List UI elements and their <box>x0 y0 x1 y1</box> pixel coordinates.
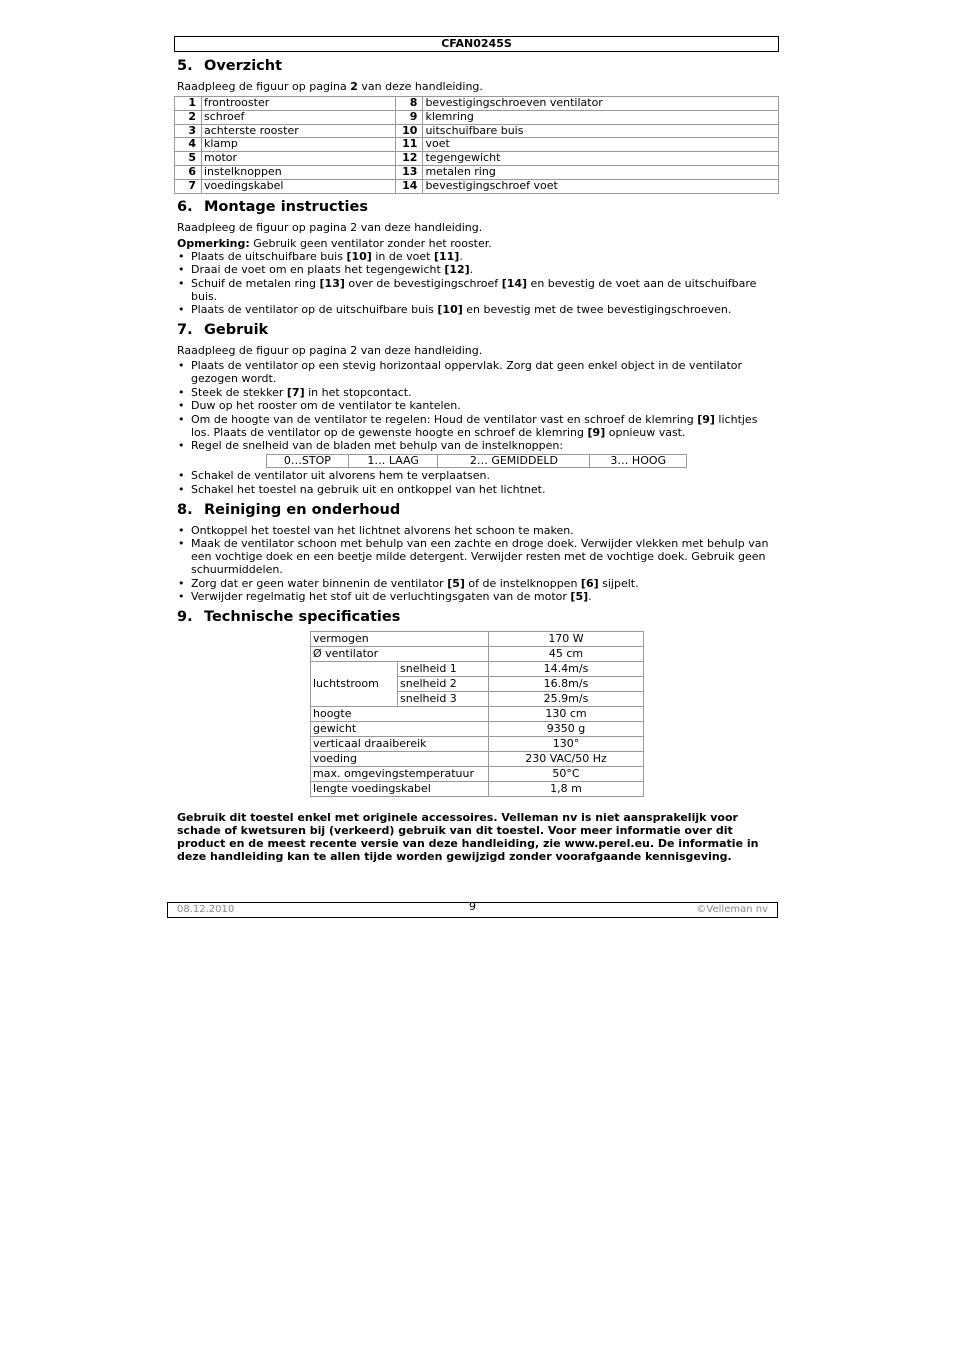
text: en bevestig de voet aan de uitschuifbare buis. <box>191 276 757 303</box>
text: opnieuw vast. <box>605 425 686 439</box>
table-row <box>311 722 644 737</box>
ref: [12] <box>444 263 470 277</box>
list-item: • Duw op het rooster om de ventilator te kantelen. <box>177 399 779 412</box>
spec-value: 14.4m/s <box>489 662 644 677</box>
spec-label: luchtstroom <box>311 662 398 707</box>
list-item <box>177 250 779 263</box>
part-number: 4 <box>175 138 202 152</box>
part-label: bevestigingschroeven ventilator <box>423 97 779 111</box>
ref: [10] <box>346 249 372 263</box>
spec-label: verticaal draaibereik <box>311 737 489 752</box>
section-9-heading <box>177 609 779 626</box>
section-8-heading <box>177 502 779 519</box>
spec-value: 230 VAC/50 Hz <box>489 752 644 767</box>
text: in het stopcontact. <box>304 385 412 399</box>
part-label: instelknoppen <box>202 165 396 179</box>
part-number: 12 <box>396 152 423 166</box>
section-number: 8. <box>177 501 193 518</box>
part-number: 3 <box>175 124 202 138</box>
part-number: 13 <box>396 165 423 179</box>
spec-label: lengte voedingskabel <box>311 782 489 797</box>
list-item <box>177 277 779 303</box>
spec-value: 16.8m/s <box>489 677 644 692</box>
text: Verwijder regelmatig het stof uit de verluchtingsgaten van de motor <box>191 590 571 604</box>
spec-label: gewicht <box>311 722 489 737</box>
table-row <box>311 662 644 677</box>
part-label: schroef <box>202 110 396 124</box>
spec-table <box>310 631 644 797</box>
ref: [6] <box>580 576 599 590</box>
usage-list-2 <box>177 469 779 496</box>
ref: [14] <box>501 276 528 290</box>
list-item <box>177 413 779 439</box>
text: over de bevestigingschroef <box>344 276 502 290</box>
ref: [7] <box>286 385 305 399</box>
list-item: • Schakel de ventilator uit alvorens hem te verplaatsen. <box>177 469 779 482</box>
table-row <box>175 152 779 166</box>
text: in de voet <box>371 249 434 263</box>
parts-table <box>174 96 779 194</box>
text: of de instelknoppen <box>464 576 581 590</box>
table-row <box>175 97 779 111</box>
model-header: CFAN0245S <box>174 36 779 52</box>
list-item <box>177 590 779 603</box>
list-item: • Plaats de ventilator op een stevig horizontaal oppervlak. Zorg dat geen enkel object in de ventilator gezogen wordt. <box>177 359 779 385</box>
disclaimer: Gebruik dit toestel enkel met originele accessoires. Velleman nv is niet aansprakelijk voor schade of kwetsuren bij (verkeerd) gebruik van dit toestel. Voor meer informatie over dit product en de meest recente versie van deze handleiding, zie www.perel.eu. De informatie in deze handleiding kan te allen tijde worden gewijzigd zonder voorafgaande kennisgeving. <box>177 811 759 864</box>
page-number: 9 <box>469 900 476 913</box>
spec-sublabel: snelheid 3 <box>398 692 489 707</box>
spec-sublabel: snelheid 2 <box>398 677 489 692</box>
part-label: uitschuifbare buis <box>423 124 779 138</box>
section-number: 7. <box>177 322 193 339</box>
part-number: 6 <box>175 165 202 179</box>
section-7-heading <box>177 322 779 339</box>
section-title: Overzicht <box>204 58 283 74</box>
footer-date: 08.12.2010 <box>177 904 235 915</box>
part-label: frontrooster <box>202 97 396 111</box>
spec-label: voeding <box>311 752 489 767</box>
text: . <box>459 249 463 263</box>
section-5-intro <box>177 80 779 93</box>
speed-cell: 1… LAAG <box>348 455 438 468</box>
section-6-intro: Raadpleeg de figuur op pagina 2 van deze handleiding. <box>177 220 483 234</box>
text: Om de hoogte van de ventilator te regelen: Houd de ventilator vast en schroef de klemring <box>191 412 698 426</box>
speed-cell: 3… HOOG <box>590 455 687 468</box>
part-label: voet <box>423 138 779 152</box>
text: sijpelt. <box>598 576 639 590</box>
section-number: 9. <box>177 609 193 626</box>
list-item: • Regel de snelheid van de bladen met behulp van de instelknoppen: <box>177 439 779 452</box>
table-row <box>311 767 644 782</box>
text: . <box>469 263 474 277</box>
part-label: motor <box>202 152 396 166</box>
part-label: metalen ring <box>423 165 779 179</box>
table-row <box>311 737 644 752</box>
ref: [9] <box>697 412 715 426</box>
part-number: 1 <box>175 97 202 111</box>
spec-value: 130° <box>489 737 644 752</box>
list-item <box>177 303 779 316</box>
table-row <box>175 124 779 138</box>
section-title: Gebruik <box>204 322 269 339</box>
spec-label: max. omgevingstemperatuur <box>311 767 489 782</box>
table-row <box>311 647 644 662</box>
spec-value: 25.9m/s <box>489 692 644 707</box>
part-number: 7 <box>175 179 202 193</box>
spec-label: Ø ventilator <box>311 647 489 662</box>
section-title: Technische specificaties <box>204 609 401 626</box>
part-number: 10 <box>396 124 423 138</box>
table-row <box>175 110 779 124</box>
section-5-heading <box>177 58 779 75</box>
spec-value: 1,8 m <box>489 782 644 797</box>
table-row <box>175 179 779 193</box>
table-row <box>311 632 644 647</box>
table-row <box>311 752 644 767</box>
part-number: 9 <box>396 110 423 124</box>
part-label: klamp <box>202 138 396 152</box>
text: Plaats de uitschuifbare buis <box>191 249 347 263</box>
footer-copyright: ©Velleman nv <box>696 904 768 915</box>
text: . <box>588 590 592 604</box>
text: Zorg dat er geen water binnenin de ventilator <box>191 576 448 590</box>
usage-list <box>177 359 779 452</box>
spec-label: vermogen <box>311 632 489 647</box>
part-number: 5 <box>175 152 202 166</box>
spec-value: 45 cm <box>489 647 644 662</box>
speed-cell: 2… GEMIDDELD <box>438 455 590 468</box>
part-number: 2 <box>175 110 202 124</box>
list-item: • Schakel het toestel na gebruik uit en ontkoppel van het lichtnet. <box>177 483 779 496</box>
note-label: Opmerking: <box>177 236 250 250</box>
speed-table <box>266 454 687 468</box>
ref: [11] <box>433 249 460 263</box>
ref: [5] <box>447 576 465 590</box>
text: Raadpleeg de figuur op pagina <box>177 80 351 93</box>
section-7-intro: Raadpleeg de figuur op pagina 2 van deze handleiding. <box>177 344 483 358</box>
part-number: 8 <box>396 97 423 111</box>
ref: [13] <box>319 276 345 290</box>
part-label: tegengewicht <box>423 152 779 166</box>
list-item <box>177 263 779 276</box>
text: Schuif de metalen ring <box>191 276 320 290</box>
spec-label: hoogte <box>311 707 489 722</box>
ref: [5] <box>570 590 589 604</box>
part-label: achterste rooster <box>202 124 396 138</box>
text: Steek de stekker <box>191 385 287 399</box>
table-row <box>311 707 644 722</box>
section-6-heading <box>177 199 779 216</box>
text: Draai de voet om en plaats het tegengewicht <box>191 263 445 277</box>
section-title: Reiniging en onderhoud <box>204 501 401 518</box>
list-item <box>177 386 779 399</box>
section-6-note <box>177 237 779 250</box>
text: lichtjes los. Plaats de ventilator op de gewenste hoogte en schroef de klemring <box>191 412 758 439</box>
table-row <box>311 782 644 797</box>
section-number: 5. <box>177 58 193 74</box>
part-label: voedingskabel <box>202 179 396 193</box>
spec-sublabel: snelheid 1 <box>398 662 489 677</box>
manual-page <box>177 36 779 866</box>
speed-cell: 0…STOP <box>267 455 349 468</box>
text: van deze handleiding. <box>357 80 483 93</box>
table-row <box>175 165 779 179</box>
list-item <box>177 577 779 590</box>
list-item: • Maak de ventilator schoon met behulp van een zachte en droge doek. Verwijder vlekken met behulp van een vochtige doek en een beetje milde detergent. Verwijder resten met de vochtige doek. Gebruik geen schuurmiddelen. <box>177 537 779 576</box>
section-number: 6. <box>177 198 193 215</box>
table-row <box>175 138 779 152</box>
section-title: Montage instructies <box>204 198 368 215</box>
list-item: • Ontkoppel het toestel van het lichtnet alvorens het schoon te maken. <box>177 524 779 537</box>
note-text: Gebruik geen ventilator zonder het rooster. <box>249 236 492 250</box>
cleaning-list <box>177 524 779 604</box>
part-label: klemring <box>423 110 779 124</box>
spec-value: 130 cm <box>489 707 644 722</box>
spec-value: 170 W <box>489 632 644 647</box>
part-number: 11 <box>396 138 423 152</box>
ref: [9] <box>587 425 606 439</box>
part-number: 14 <box>396 179 423 193</box>
spec-value: 50°C <box>489 767 644 782</box>
page-footer <box>167 902 778 918</box>
assembly-list <box>177 250 779 317</box>
text: en bevestig met de twee bevestigingschroeven. <box>462 303 732 317</box>
text: Plaats de ventilator op de uitschuifbare buis <box>191 303 438 317</box>
part-label: bevestigingschroef voet <box>423 179 779 193</box>
table-row <box>267 455 687 468</box>
ref: [10] <box>437 303 463 317</box>
spec-value: 9350 g <box>489 722 644 737</box>
bold-text: 2 <box>350 80 358 93</box>
